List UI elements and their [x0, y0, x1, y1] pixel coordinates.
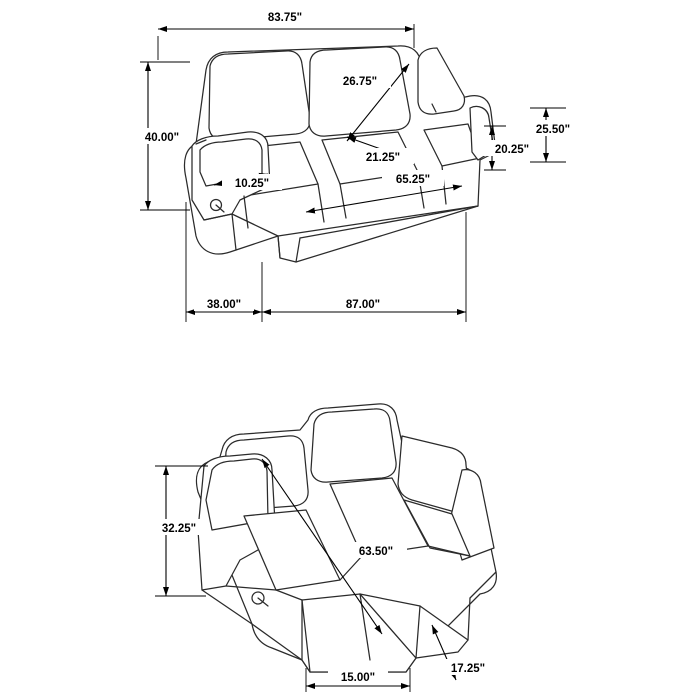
dim-seat-back-height: 32.25" — [161, 523, 197, 535]
bottom-view-sofa-illustration — [196, 404, 496, 672]
dim-overall-height: 40.00" — [144, 132, 180, 144]
dim-arm-height-right: 25.50" — [535, 124, 571, 136]
dim-footrest-depth: 15.00" — [340, 672, 376, 684]
dim-seat-diagonal: 63.50" — [358, 546, 394, 558]
dim-overall-width: 87.00" — [345, 299, 381, 311]
dim-seat-depth-diagonal: 21.25" — [365, 152, 401, 164]
dim-footrest-height: 17.25" — [450, 663, 486, 675]
dim-seat-width: 65.25" — [395, 174, 431, 186]
dim-overall-back-width: 83.75" — [267, 12, 303, 24]
dim-back-cushion-height: 26.75" — [342, 76, 378, 88]
dim-overall-depth: 38.00" — [206, 299, 242, 311]
dim-seat-height-right: 20.25" — [494, 144, 530, 156]
dim-arm-width: 10.25" — [234, 178, 270, 190]
